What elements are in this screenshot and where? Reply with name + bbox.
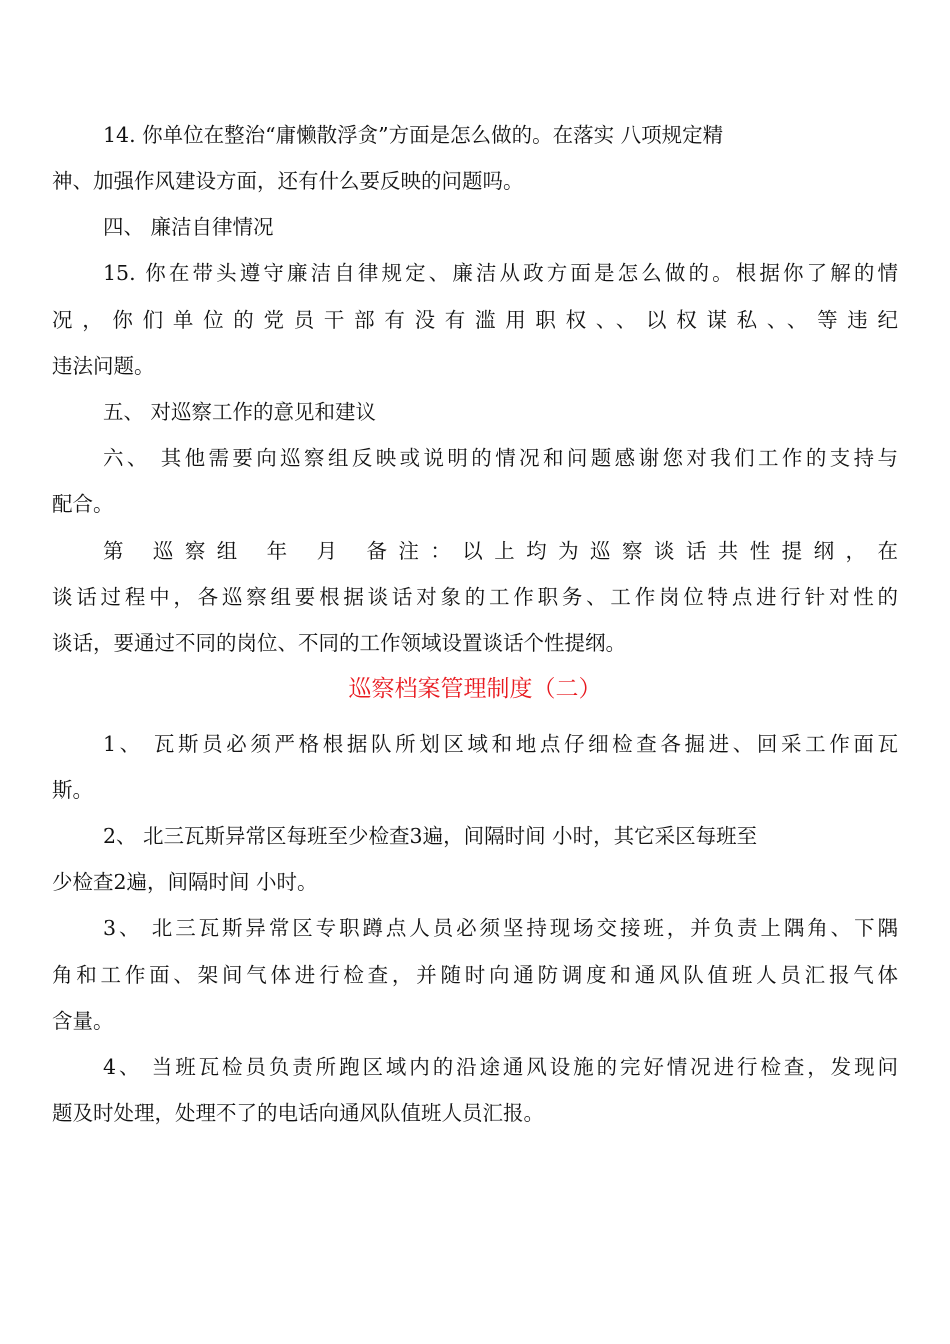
rule-2-line-1: 2、 北三瓦斯异常区每班至少检查3遍，间隔时间 小时，其它采区每班至 [103, 824, 758, 848]
rule-3-line-2: 角和工作面、架间气体进行检查，并随时向通防调度和通风队值班人员汇报气体 [52, 963, 898, 987]
rule-3-line-3: 含量。 [52, 1009, 114, 1033]
heading-section-5: 五、 对巡察工作的意见和建议 [103, 400, 377, 424]
rule-1-line-1: 1、 瓦斯员必须严格根据队所划区域和地点仔细检查各掘进、回采工作面瓦 [103, 732, 898, 756]
question-15-line-1: 15. 你在带头遵守廉洁自律规定、廉洁从政方面是怎么做的。根据你了解的情 [103, 261, 898, 285]
rule-1-line-2: 斯。 [52, 778, 93, 802]
section-6-line-2: 配合。 [52, 492, 114, 516]
question-15-line-3: 违法问题。 [52, 354, 155, 378]
rule-2-line-2: 少检查2遍，间隔时间 小时。 [52, 870, 318, 894]
question-14-line-1: 14. 你单位在整治“庸懒散浮贪”方面是怎么做的。在落实 八项规定精 [103, 123, 724, 147]
rule-3-line-1: 3、 北三瓦斯异常区专职蹲点人员必须坚持现场交接班，并负责上隅角、下隅 [103, 916, 898, 940]
remark-line-1: 第 巡察组 年 月 备注：以上均为巡察谈话共性提纲，在 [103, 539, 898, 563]
heading-section-4: 四、 廉洁自律情况 [103, 215, 274, 239]
document-title: 巡察档案管理制度（二） [348, 676, 602, 702]
question-14-line-2: 神、加强作风建设方面，还有什么要反映的问题吗。 [52, 169, 524, 193]
rule-4-line-1: 4、 当班瓦检员负责所跑区域内的沿途通风设施的完好情况进行检查，发现问 [103, 1055, 898, 1079]
remark-line-2: 谈话过程中，各巡察组要根据谈话对象的工作职务、工作岗位特点进行针对性的 [52, 585, 898, 609]
remark-line-3: 谈话，要通过不同的岗位、不同的工作领域设置谈话个性提纲。 [52, 631, 626, 655]
section-6-line-1: 六、 其他需要向巡察组反映或说明的情况和问题感谢您对我们工作的支持与 [103, 446, 898, 470]
rule-4-line-2: 题及时处理，处理不了的电话向通风队值班人员汇报。 [52, 1101, 544, 1125]
question-15-line-2: 况，你们单位的党员干部有没有滥用职权、、以权谋私、、等违纪 [52, 308, 898, 332]
